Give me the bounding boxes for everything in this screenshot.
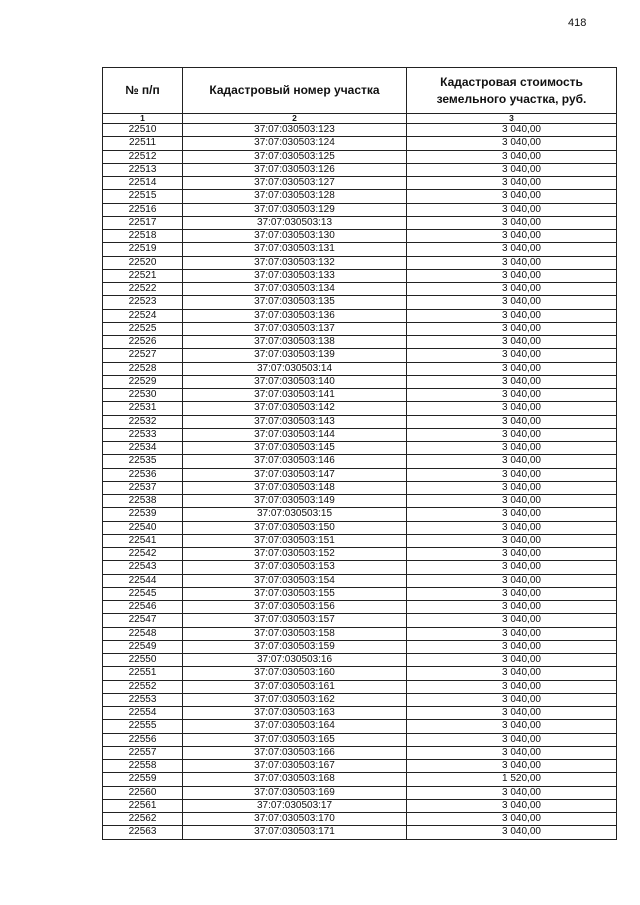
row-number-cell: 22523 xyxy=(103,296,183,309)
table-row xyxy=(103,375,617,388)
cadastral-value-cell: 3 040,00 xyxy=(407,203,617,216)
cadastral-number-cell: 37:07:030503:143 xyxy=(183,415,407,428)
table-row xyxy=(103,428,617,441)
table-row xyxy=(103,269,617,282)
cadastral-number-cell: 37:07:030503:140 xyxy=(183,375,407,388)
table-row xyxy=(103,548,617,561)
cadastral-number-cell: 37:07:030503:162 xyxy=(183,693,407,706)
row-number-cell: 22534 xyxy=(103,442,183,455)
table-row xyxy=(103,124,617,137)
table-row xyxy=(103,243,617,256)
row-number-cell: 22552 xyxy=(103,680,183,693)
cadastral-number-cell: 37:07:030503:158 xyxy=(183,627,407,640)
table-body xyxy=(103,124,617,840)
row-number-cell: 22547 xyxy=(103,614,183,627)
cadastral-number-cell: 37:07:030503:160 xyxy=(183,667,407,680)
row-number-cell: 22542 xyxy=(103,548,183,561)
table-row xyxy=(103,614,617,627)
cadastral-number-cell: 37:07:030503:164 xyxy=(183,720,407,733)
cadastral-value-cell: 3 040,00 xyxy=(407,813,617,826)
cadastral-number-cell: 37:07:030503:165 xyxy=(183,733,407,746)
table-row xyxy=(103,230,617,243)
row-number-cell: 22550 xyxy=(103,654,183,667)
cadastral-value-cell: 3 040,00 xyxy=(407,574,617,587)
cadastral-value-cell: 3 040,00 xyxy=(407,468,617,481)
cadastral-value-cell: 3 040,00 xyxy=(407,680,617,693)
cadastral-number-cell: 37:07:030503:152 xyxy=(183,548,407,561)
table-row xyxy=(103,177,617,190)
cadastral-value-cell: 3 040,00 xyxy=(407,124,617,137)
cadastral-value-cell: 1 520,00 xyxy=(407,773,617,786)
table-row xyxy=(103,256,617,269)
table-row xyxy=(103,442,617,455)
header-cadastral-number: Кадастровый номер участка xyxy=(183,68,407,114)
cadastral-value-cell: 3 040,00 xyxy=(407,375,617,388)
cadastral-value-cell: 3 040,00 xyxy=(407,163,617,176)
cadastral-number-cell: 37:07:030503:151 xyxy=(183,534,407,547)
cadastral-value-cell: 3 040,00 xyxy=(407,640,617,653)
cadastral-value-cell: 3 040,00 xyxy=(407,614,617,627)
table-row xyxy=(103,826,617,839)
cadastral-number-cell: 37:07:030503:16 xyxy=(183,654,407,667)
cadastral-value-cell: 3 040,00 xyxy=(407,548,617,561)
table-row xyxy=(103,402,617,415)
column-number-1: 1 xyxy=(103,114,183,124)
row-number-cell: 22553 xyxy=(103,693,183,706)
cadastral-number-cell: 37:07:030503:126 xyxy=(183,163,407,176)
cadastral-value-cell: 3 040,00 xyxy=(407,137,617,150)
cadastral-value-cell: 3 040,00 xyxy=(407,561,617,574)
row-number-cell: 22551 xyxy=(103,667,183,680)
cadastral-number-cell: 37:07:030503:139 xyxy=(183,349,407,362)
row-number-cell: 22520 xyxy=(103,256,183,269)
cadastral-value-cell: 3 040,00 xyxy=(407,362,617,375)
table-row xyxy=(103,137,617,150)
cadastral-number-cell: 37:07:030503:169 xyxy=(183,786,407,799)
table-row xyxy=(103,415,617,428)
cadastral-number-cell: 37:07:030503:124 xyxy=(183,137,407,150)
column-number-2: 2 xyxy=(183,114,407,124)
cadastral-number-cell: 37:07:030503:127 xyxy=(183,177,407,190)
row-number-cell: 22540 xyxy=(103,521,183,534)
cadastral-value-cell: 3 040,00 xyxy=(407,336,617,349)
cadastral-number-cell: 37:07:030503:156 xyxy=(183,601,407,614)
table-row xyxy=(103,283,617,296)
cadastral-number-cell: 37:07:030503:168 xyxy=(183,773,407,786)
cadastral-number-cell: 37:07:030503:171 xyxy=(183,826,407,839)
cadastral-number-cell: 37:07:030503:147 xyxy=(183,468,407,481)
row-number-cell: 22529 xyxy=(103,375,183,388)
table-row xyxy=(103,760,617,773)
row-number-cell: 22558 xyxy=(103,760,183,773)
cadastral-value-table xyxy=(102,67,617,840)
cadastral-number-cell: 37:07:030503:132 xyxy=(183,256,407,269)
cadastral-number-cell: 37:07:030503:145 xyxy=(183,442,407,455)
cadastral-value-cell: 3 040,00 xyxy=(407,216,617,229)
cadastral-number-cell: 37:07:030503:150 xyxy=(183,521,407,534)
cadastral-value-cell: 3 040,00 xyxy=(407,256,617,269)
cadastral-number-cell: 37:07:030503:138 xyxy=(183,336,407,349)
table-row xyxy=(103,521,617,534)
column-number-row xyxy=(103,114,617,124)
row-number-cell: 22537 xyxy=(103,481,183,494)
row-number-cell: 22559 xyxy=(103,773,183,786)
table-row xyxy=(103,601,617,614)
table-row xyxy=(103,309,617,322)
row-number-cell: 22524 xyxy=(103,309,183,322)
table-row xyxy=(103,680,617,693)
cadastral-number-cell: 37:07:030503:170 xyxy=(183,813,407,826)
table-row xyxy=(103,773,617,786)
row-number-cell: 22556 xyxy=(103,733,183,746)
cadastral-value-cell: 3 040,00 xyxy=(407,733,617,746)
table-row xyxy=(103,707,617,720)
table-row xyxy=(103,627,617,640)
page-number: 418 xyxy=(568,17,587,29)
row-number-cell: 22563 xyxy=(103,826,183,839)
row-number-cell: 22543 xyxy=(103,561,183,574)
cadastral-value-cell: 3 040,00 xyxy=(407,786,617,799)
table-row xyxy=(103,720,617,733)
table-row xyxy=(103,362,617,375)
cadastral-value-cell: 3 040,00 xyxy=(407,415,617,428)
row-number-cell: 22516 xyxy=(103,203,183,216)
cadastral-number-cell: 37:07:030503:142 xyxy=(183,402,407,415)
row-number-cell: 22533 xyxy=(103,428,183,441)
row-number-cell: 22546 xyxy=(103,601,183,614)
cadastral-value-cell: 3 040,00 xyxy=(407,693,617,706)
row-number-cell: 22517 xyxy=(103,216,183,229)
row-number-cell: 22554 xyxy=(103,707,183,720)
table-row xyxy=(103,336,617,349)
row-number-cell: 22528 xyxy=(103,362,183,375)
cadastral-number-cell: 37:07:030503:148 xyxy=(183,481,407,494)
row-number-cell: 22548 xyxy=(103,627,183,640)
table-row xyxy=(103,746,617,759)
cadastral-number-cell: 37:07:030503:155 xyxy=(183,587,407,600)
cadastral-number-cell: 37:07:030503:137 xyxy=(183,322,407,335)
cadastral-value-cell: 3 040,00 xyxy=(407,283,617,296)
cadastral-number-cell: 37:07:030503:17 xyxy=(183,799,407,812)
table-row xyxy=(103,150,617,163)
table-row xyxy=(103,349,617,362)
cadastral-number-cell: 37:07:030503:128 xyxy=(183,190,407,203)
row-number-cell: 22561 xyxy=(103,799,183,812)
table-row xyxy=(103,455,617,468)
row-number-cell: 22562 xyxy=(103,813,183,826)
cadastral-number-cell: 37:07:030503:141 xyxy=(183,389,407,402)
table-row xyxy=(103,389,617,402)
table-row xyxy=(103,481,617,494)
cadastral-number-cell: 37:07:030503:166 xyxy=(183,746,407,759)
cadastral-number-cell: 37:07:030503:163 xyxy=(183,707,407,720)
table-row xyxy=(103,203,617,216)
column-number-3: 3 xyxy=(407,114,617,124)
cadastral-value-cell: 3 040,00 xyxy=(407,601,617,614)
cadastral-value-cell: 3 040,00 xyxy=(407,534,617,547)
table-row xyxy=(103,296,617,309)
row-number-cell: 22541 xyxy=(103,534,183,547)
cadastral-number-cell: 37:07:030503:149 xyxy=(183,495,407,508)
table-row xyxy=(103,216,617,229)
cadastral-value-cell: 3 040,00 xyxy=(407,243,617,256)
table-row xyxy=(103,163,617,176)
cadastral-number-cell: 37:07:030503:167 xyxy=(183,760,407,773)
cadastral-value-cell: 3 040,00 xyxy=(407,627,617,640)
table-row xyxy=(103,190,617,203)
row-number-cell: 22511 xyxy=(103,137,183,150)
cadastral-number-cell: 37:07:030503:125 xyxy=(183,150,407,163)
table-row xyxy=(103,495,617,508)
cadastral-value-cell: 3 040,00 xyxy=(407,654,617,667)
table-row xyxy=(103,322,617,335)
row-number-cell: 22555 xyxy=(103,720,183,733)
header-row-number: № п/п xyxy=(103,68,183,114)
cadastral-value-cell: 3 040,00 xyxy=(407,521,617,534)
table-row xyxy=(103,693,617,706)
cadastral-value-cell: 3 040,00 xyxy=(407,190,617,203)
cadastral-number-cell: 37:07:030503:136 xyxy=(183,309,407,322)
table-row xyxy=(103,667,617,680)
table-row xyxy=(103,508,617,521)
cadastral-value-cell: 3 040,00 xyxy=(407,760,617,773)
table-row xyxy=(103,574,617,587)
cadastral-number-cell: 37:07:030503:135 xyxy=(183,296,407,309)
table-row xyxy=(103,534,617,547)
cadastral-value-cell: 3 040,00 xyxy=(407,799,617,812)
row-number-cell: 22535 xyxy=(103,455,183,468)
cadastral-value-cell: 3 040,00 xyxy=(407,428,617,441)
row-number-cell: 22544 xyxy=(103,574,183,587)
cadastral-number-cell: 37:07:030503:13 xyxy=(183,216,407,229)
table-row xyxy=(103,561,617,574)
table-header-row xyxy=(103,68,617,114)
row-number-cell: 22532 xyxy=(103,415,183,428)
row-number-cell: 22560 xyxy=(103,786,183,799)
row-number-cell: 22526 xyxy=(103,336,183,349)
cadastral-number-cell: 37:07:030503:131 xyxy=(183,243,407,256)
cadastral-number-cell: 37:07:030503:130 xyxy=(183,230,407,243)
row-number-cell: 22536 xyxy=(103,468,183,481)
cadastral-value-cell: 3 040,00 xyxy=(407,720,617,733)
cadastral-number-cell: 37:07:030503:133 xyxy=(183,269,407,282)
header-cadastral-value: Кадастровая стоимость земельного участка, руб. xyxy=(407,68,617,114)
cadastral-value-cell: 3 040,00 xyxy=(407,508,617,521)
row-number-cell: 22530 xyxy=(103,389,183,402)
cadastral-value-cell: 3 040,00 xyxy=(407,322,617,335)
row-number-cell: 22539 xyxy=(103,508,183,521)
table-row xyxy=(103,587,617,600)
row-number-cell: 22519 xyxy=(103,243,183,256)
cadastral-value-cell: 3 040,00 xyxy=(407,230,617,243)
cadastral-value-cell: 3 040,00 xyxy=(407,269,617,282)
cadastral-value-cell: 3 040,00 xyxy=(407,389,617,402)
cadastral-value-cell: 3 040,00 xyxy=(407,309,617,322)
cadastral-value-cell: 3 040,00 xyxy=(407,177,617,190)
row-number-cell: 22512 xyxy=(103,150,183,163)
cadastral-number-cell: 37:07:030503:123 xyxy=(183,124,407,137)
cadastral-number-cell: 37:07:030503:14 xyxy=(183,362,407,375)
cadastral-value-cell: 3 040,00 xyxy=(407,150,617,163)
row-number-cell: 22510 xyxy=(103,124,183,137)
cadastral-value-cell: 3 040,00 xyxy=(407,495,617,508)
cadastral-number-cell: 37:07:030503:154 xyxy=(183,574,407,587)
row-number-cell: 22549 xyxy=(103,640,183,653)
row-number-cell: 22525 xyxy=(103,322,183,335)
cadastral-value-cell: 3 040,00 xyxy=(407,455,617,468)
cadastral-value-cell: 3 040,00 xyxy=(407,481,617,494)
cadastral-value-cell: 3 040,00 xyxy=(407,402,617,415)
row-number-cell: 22557 xyxy=(103,746,183,759)
cadastral-value-cell: 3 040,00 xyxy=(407,826,617,839)
row-number-cell: 22515 xyxy=(103,190,183,203)
row-number-cell: 22521 xyxy=(103,269,183,282)
cadastral-value-cell: 3 040,00 xyxy=(407,587,617,600)
table-row xyxy=(103,640,617,653)
row-number-cell: 22531 xyxy=(103,402,183,415)
cadastral-value-cell: 3 040,00 xyxy=(407,667,617,680)
row-number-cell: 22538 xyxy=(103,495,183,508)
cadastral-value-cell: 3 040,00 xyxy=(407,296,617,309)
cadastral-value-cell: 3 040,00 xyxy=(407,707,617,720)
row-number-cell: 22518 xyxy=(103,230,183,243)
cadastral-value-cell: 3 040,00 xyxy=(407,442,617,455)
cadastral-number-cell: 37:07:030503:153 xyxy=(183,561,407,574)
cadastral-number-cell: 37:07:030503:134 xyxy=(183,283,407,296)
table-row xyxy=(103,813,617,826)
row-number-cell: 22527 xyxy=(103,349,183,362)
table-row xyxy=(103,733,617,746)
row-number-cell: 22514 xyxy=(103,177,183,190)
cadastral-value-cell: 3 040,00 xyxy=(407,746,617,759)
cadastral-number-cell: 37:07:030503:157 xyxy=(183,614,407,627)
table-row xyxy=(103,786,617,799)
cadastral-number-cell: 37:07:030503:146 xyxy=(183,455,407,468)
row-number-cell: 22513 xyxy=(103,163,183,176)
table-row xyxy=(103,468,617,481)
table-row xyxy=(103,799,617,812)
cadastral-number-cell: 37:07:030503:161 xyxy=(183,680,407,693)
cadastral-number-cell: 37:07:030503:129 xyxy=(183,203,407,216)
cadastral-number-cell: 37:07:030503:144 xyxy=(183,428,407,441)
cadastral-value-cell: 3 040,00 xyxy=(407,349,617,362)
table-row xyxy=(103,654,617,667)
row-number-cell: 22545 xyxy=(103,587,183,600)
cadastral-number-cell: 37:07:030503:15 xyxy=(183,508,407,521)
row-number-cell: 22522 xyxy=(103,283,183,296)
cadastral-number-cell: 37:07:030503:159 xyxy=(183,640,407,653)
